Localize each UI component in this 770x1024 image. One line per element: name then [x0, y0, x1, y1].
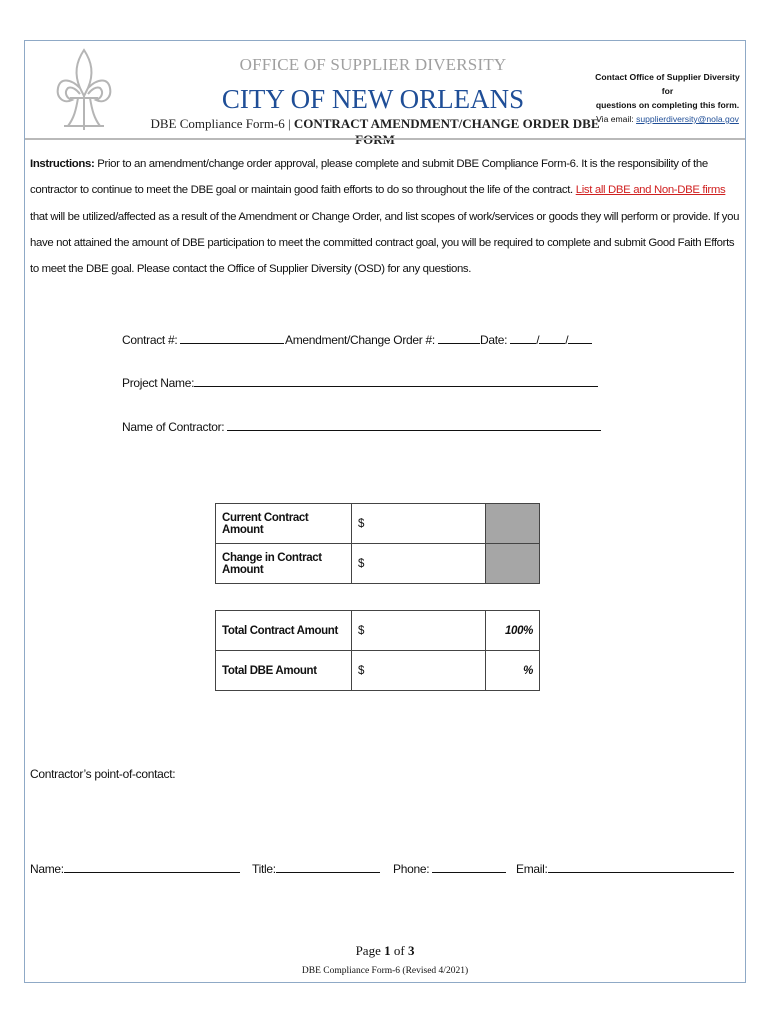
- poc-phone-label: Phone:: [393, 862, 430, 876]
- contact-line-1: Contact Office of Supplier Diversity for: [595, 72, 740, 96]
- date-day-line[interactable]: [539, 331, 565, 344]
- table-row: [216, 544, 540, 584]
- date-separator-2: /: [565, 333, 569, 347]
- instructions-text-2: that will be utilized/affected as a result of the Amendment or Change Order, and list scopes of work/services or goods they will perform or provide. If you have not attained the amount of DBE participation to meet the committed contract goal, you will be required to complete and submit Good Faith Efforts to meet the DBE goal. Please contact the Office of Supplier Diversity (OSD) for any questions.: [30, 210, 740, 276]
- revision-note: DBE Compliance Form-6 (Revised 4/2021): [301, 966, 469, 976]
- poc-email-line[interactable]: [548, 860, 734, 873]
- date-month-line[interactable]: [510, 331, 536, 344]
- header-divider: [25, 138, 745, 140]
- project-name-field[interactable]: [122, 374, 598, 390]
- page-total: 3: [407, 943, 415, 958]
- current-contract-label: Current Contract Amount: [216, 504, 352, 544]
- date-separator-1: /: [536, 333, 540, 347]
- change-contract-amount[interactable]: $: [352, 544, 486, 584]
- total-dbe-percent[interactable]: %: [486, 651, 540, 691]
- poc-heading: Contractor’s point-of-contact:: [30, 767, 176, 781]
- instructions-paragraph: [30, 151, 742, 282]
- poc-name-label: Name:: [30, 862, 64, 876]
- office-title: OFFICE OF SUPPLIER DIVERSITY: [239, 55, 507, 74]
- contract-number-field[interactable]: [122, 331, 284, 347]
- total-contract-amount[interactable]: $: [352, 611, 486, 651]
- change-contract-label: Change in Contract Amount: [216, 544, 352, 584]
- city-title: CITY OF NEW ORLEANS: [221, 84, 525, 114]
- contractor-name-line[interactable]: [227, 418, 601, 431]
- page-word: Page: [355, 943, 381, 958]
- total-contract-label: Total Contract Amount: [216, 611, 352, 651]
- amendment-number-field[interactable]: [285, 331, 480, 347]
- date-field[interactable]: [480, 331, 592, 347]
- table-row: [216, 504, 540, 544]
- form-number: DBE Compliance Form-6 |: [150, 116, 291, 131]
- of-word: of: [393, 943, 405, 958]
- contact-email-link[interactable]: supplierdiversity@nola.gov: [636, 114, 739, 124]
- instructions-text-1: Prior to an amendment/change order approval, please complete and submit DBE Compliance Form-6. It is the responsibility of the contractor to continue to meet the DBE goal or maintain good faith efforts to do so throughout the life of the contract.: [30, 158, 708, 197]
- current-contract-amount[interactable]: $: [352, 504, 486, 544]
- form-title: CONTRACT AMENDMENT/CHANGE ORDER DBE: [293, 116, 600, 131]
- poc-email-label: Email:: [516, 862, 548, 876]
- date-year-line[interactable]: [568, 331, 592, 344]
- contract-number-line[interactable]: [180, 331, 284, 344]
- total-dbe-label: Total DBE Amount: [216, 651, 352, 691]
- poc-title-line[interactable]: [276, 860, 380, 873]
- poc-phone-field[interactable]: [393, 860, 506, 876]
- amendment-number-label: Amendment/Change Order #:: [285, 333, 435, 347]
- table-row: [216, 651, 540, 691]
- contact-line-2: questions on completing this form.: [595, 100, 740, 110]
- poc-name-field[interactable]: [30, 860, 240, 876]
- poc-title-label: Title:: [252, 862, 276, 876]
- contact-email-prefix: Via email:: [596, 114, 634, 124]
- date-label: Date:: [480, 333, 508, 347]
- totals-table: [215, 610, 540, 691]
- form-title-line: [150, 116, 600, 148]
- page-current: 1: [384, 943, 391, 958]
- instructions-label: Instructions:: [30, 158, 95, 170]
- page-number: [0, 943, 770, 959]
- shaded-cell: [486, 544, 540, 584]
- contractor-name-label: Name of Contractor:: [122, 420, 225, 434]
- project-name-line[interactable]: [194, 374, 598, 387]
- poc-name-line[interactable]: [64, 860, 240, 873]
- total-dbe-amount[interactable]: $: [352, 651, 486, 691]
- contractor-name-field[interactable]: [122, 418, 601, 434]
- contact-email-line: [595, 112, 740, 126]
- total-contract-percent: 100%: [486, 611, 540, 651]
- amendment-number-line[interactable]: [438, 331, 480, 344]
- contract-number-label: Contract #:: [122, 333, 178, 347]
- instructions-highlight: List all DBE and Non-DBE firms: [575, 184, 726, 197]
- contact-box: [595, 70, 740, 126]
- project-name-label: Project Name:: [122, 376, 195, 390]
- contract-change-table: [215, 503, 540, 584]
- fleur-de-lis-icon: [52, 48, 116, 134]
- table-row: [216, 611, 540, 651]
- poc-email-field[interactable]: [516, 860, 734, 876]
- poc-title-field[interactable]: [252, 860, 380, 876]
- shaded-cell: [486, 504, 540, 544]
- poc-phone-line[interactable]: [432, 860, 506, 873]
